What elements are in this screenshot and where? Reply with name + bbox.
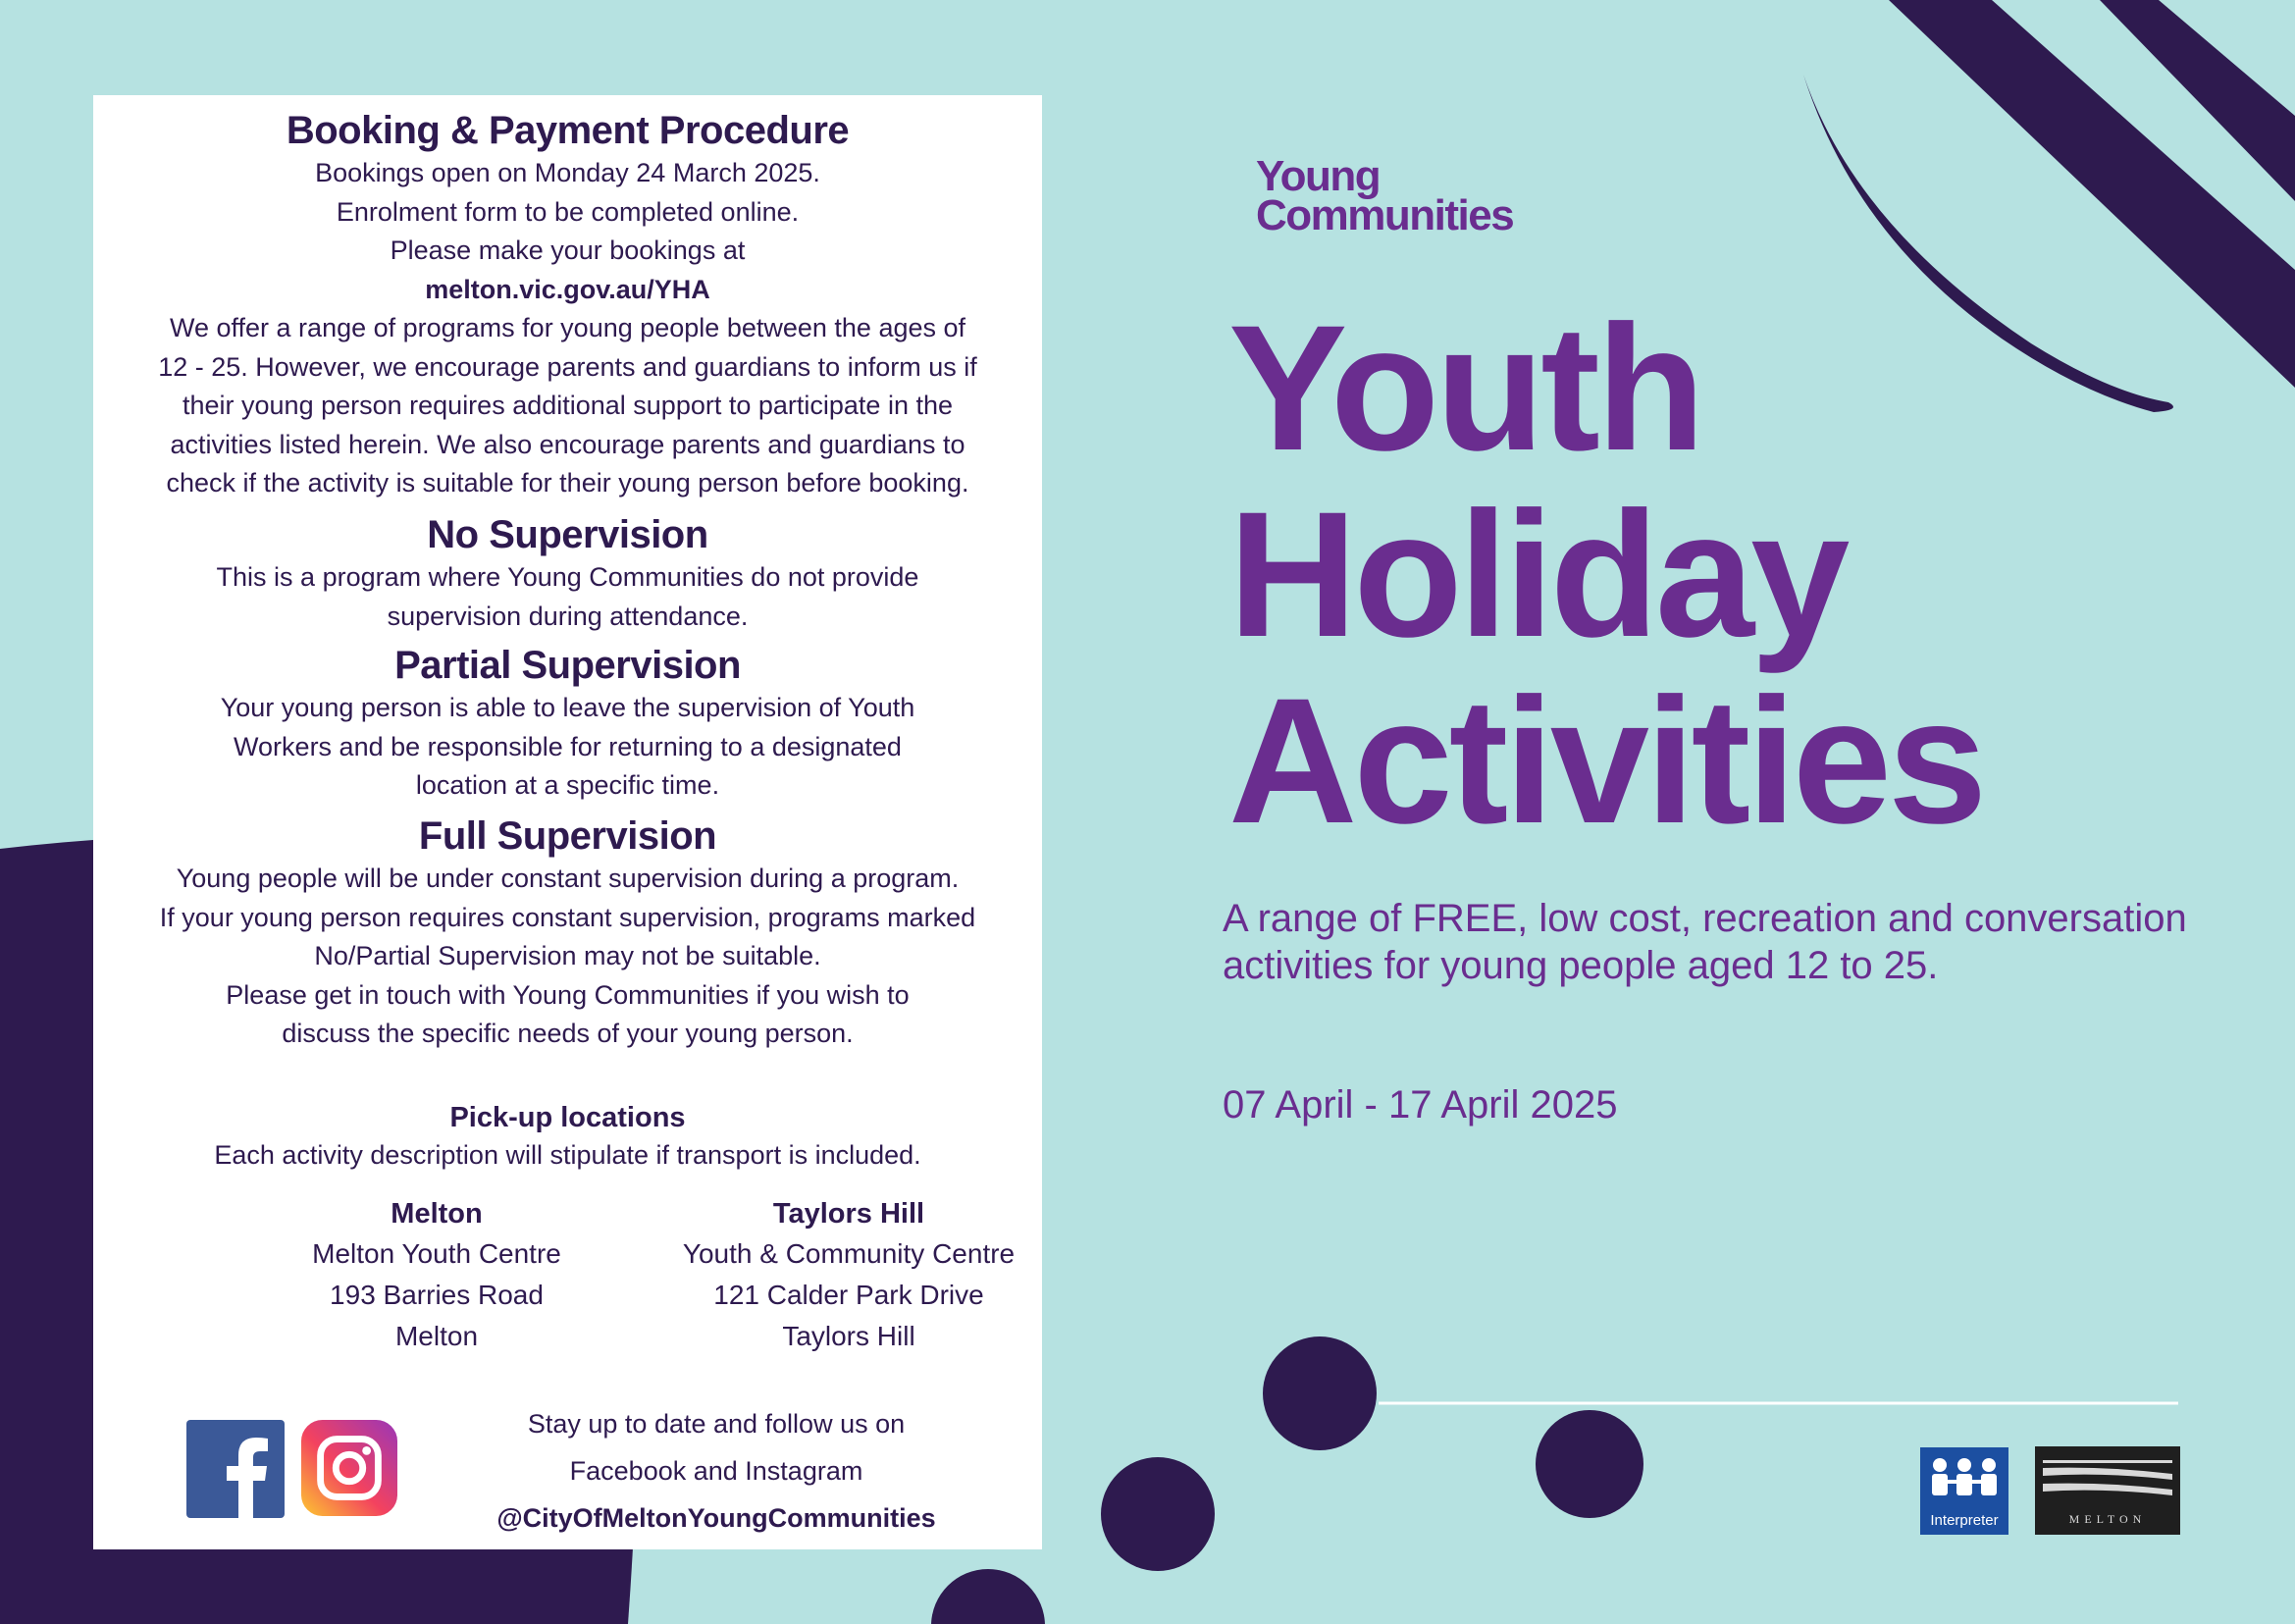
- social-line: Facebook and Instagram: [569, 1456, 863, 1486]
- procedure-line: Please make your bookings at: [390, 236, 746, 265]
- subtitle: [1223, 895, 2282, 989]
- partial-supervision-line: Your young person is able to leave the supervision of Youth: [220, 693, 915, 722]
- procedure-line: check if the activity is suitable for their young person before booking.: [166, 468, 969, 498]
- dot-2: [1536, 1410, 1643, 1518]
- full-supervision-section: [93, 812, 1042, 1054]
- location-title: Taylors Hill: [772, 1198, 925, 1230]
- brand-line: Young: [1256, 152, 1381, 200]
- social-handle-link[interactable]: @CityOfMeltonYoungCommunities: [496, 1503, 936, 1533]
- interpreter-logo: [1920, 1447, 2008, 1535]
- full-supervision-line: Please get in touch with Young Communities if you wish to: [226, 979, 910, 1010]
- full-supervision-heading: Full Supervision: [418, 814, 717, 858]
- pickup-note: Each activity description will stipulate if transport is included.: [214, 1140, 921, 1170]
- pickup-heading: Pick-up locations: [449, 1102, 686, 1133]
- procedure-heading: Booking & Payment Procedure: [286, 109, 850, 152]
- partial-supervision-heading: Partial Supervision: [394, 644, 741, 687]
- procedure-line: Enrolment form to be completed online.: [336, 196, 800, 227]
- dot-4: [931, 1569, 1045, 1624]
- no-supervision-heading: No Supervision: [427, 513, 708, 556]
- pickup-section: [93, 1099, 1042, 1176]
- procedure-section: [93, 107, 1042, 503]
- full-supervision-line: Young people will be under constant supervision during a program.: [176, 864, 960, 893]
- location-line: Melton Youth Centre: [312, 1238, 561, 1269]
- location-line: Melton: [394, 1321, 479, 1351]
- info-panel: [93, 95, 1042, 1549]
- no-supervision-section: [93, 511, 1042, 636]
- facebook-icon[interactable]: [186, 1420, 285, 1518]
- partial-supervision-line: Workers and be responsible for returning to a designated: [234, 731, 902, 761]
- partial-supervision-section: [93, 642, 1042, 806]
- title-line: Youth: [1228, 288, 1702, 488]
- procedure-line: 12 - 25. However, we encourage parents and guardians to inform us if: [158, 351, 977, 382]
- melton-label: MELTON: [2068, 1512, 2147, 1526]
- procedure-line: We offer a range of programs for young people between the ages of: [169, 313, 966, 342]
- procedure-line: their young person requires additional support to participate in the: [183, 391, 953, 420]
- full-supervision-line: No/Partial Supervision may not be suitable.: [314, 941, 821, 970]
- location-line: 193 Barries Road: [330, 1280, 544, 1310]
- no-supervision-line: This is a program where Young Communities do not provide: [216, 562, 919, 592]
- young-communities-logo: [1256, 152, 1514, 239]
- date-range: 07 April - 17 April 2025: [1223, 1083, 1618, 1126]
- full-supervision-line: If your young person requires constant supervision, programs marked: [159, 902, 976, 932]
- page-title: [1228, 288, 1984, 861]
- melton-emblem-icon: [2035, 1446, 2180, 1507]
- procedure-line: Bookings open on Monday 24 March 2025.: [315, 158, 820, 187]
- no-supervision-line: supervision during attendance.: [387, 601, 749, 631]
- instagram-icon[interactable]: [301, 1420, 397, 1516]
- dot-1: [1263, 1336, 1377, 1450]
- subtitle-line: A range of FREE, low cost, recreation and conversation: [1223, 897, 2187, 940]
- partial-supervision-line: location at a specific time.: [415, 770, 720, 800]
- location-line: Taylors Hill: [782, 1321, 915, 1351]
- dot-3: [1101, 1457, 1215, 1571]
- procedure-line: activities listed herein. We also encourage parents and guardians to: [170, 429, 965, 459]
- interpreter-people-icon: [1920, 1447, 2008, 1506]
- interpreter-label: Interpreter: [1930, 1512, 1999, 1529]
- brand-line: Communities: [1256, 191, 1514, 239]
- booking-url-link[interactable]: melton.vic.gov.au/YHA: [425, 274, 710, 304]
- title-line: Activities: [1228, 660, 1984, 861]
- full-supervision-line: discuss the specific needs of your young person.: [282, 1019, 854, 1048]
- social-line: Stay up to date and follow us on: [527, 1409, 906, 1439]
- location-line: 121 Calder Park Drive: [713, 1280, 984, 1310]
- location-line: Youth & Community Centre: [682, 1238, 1016, 1269]
- title-line: Holiday: [1228, 474, 1847, 674]
- subtitle-line: activities for young people aged 12 to 25.: [1223, 944, 1939, 987]
- location-taylors-hill: [564, 1194, 1133, 1357]
- social-text: [461, 1400, 971, 1542]
- city-of-melton-logo: [2035, 1446, 2180, 1535]
- location-title: Melton: [391, 1198, 483, 1230]
